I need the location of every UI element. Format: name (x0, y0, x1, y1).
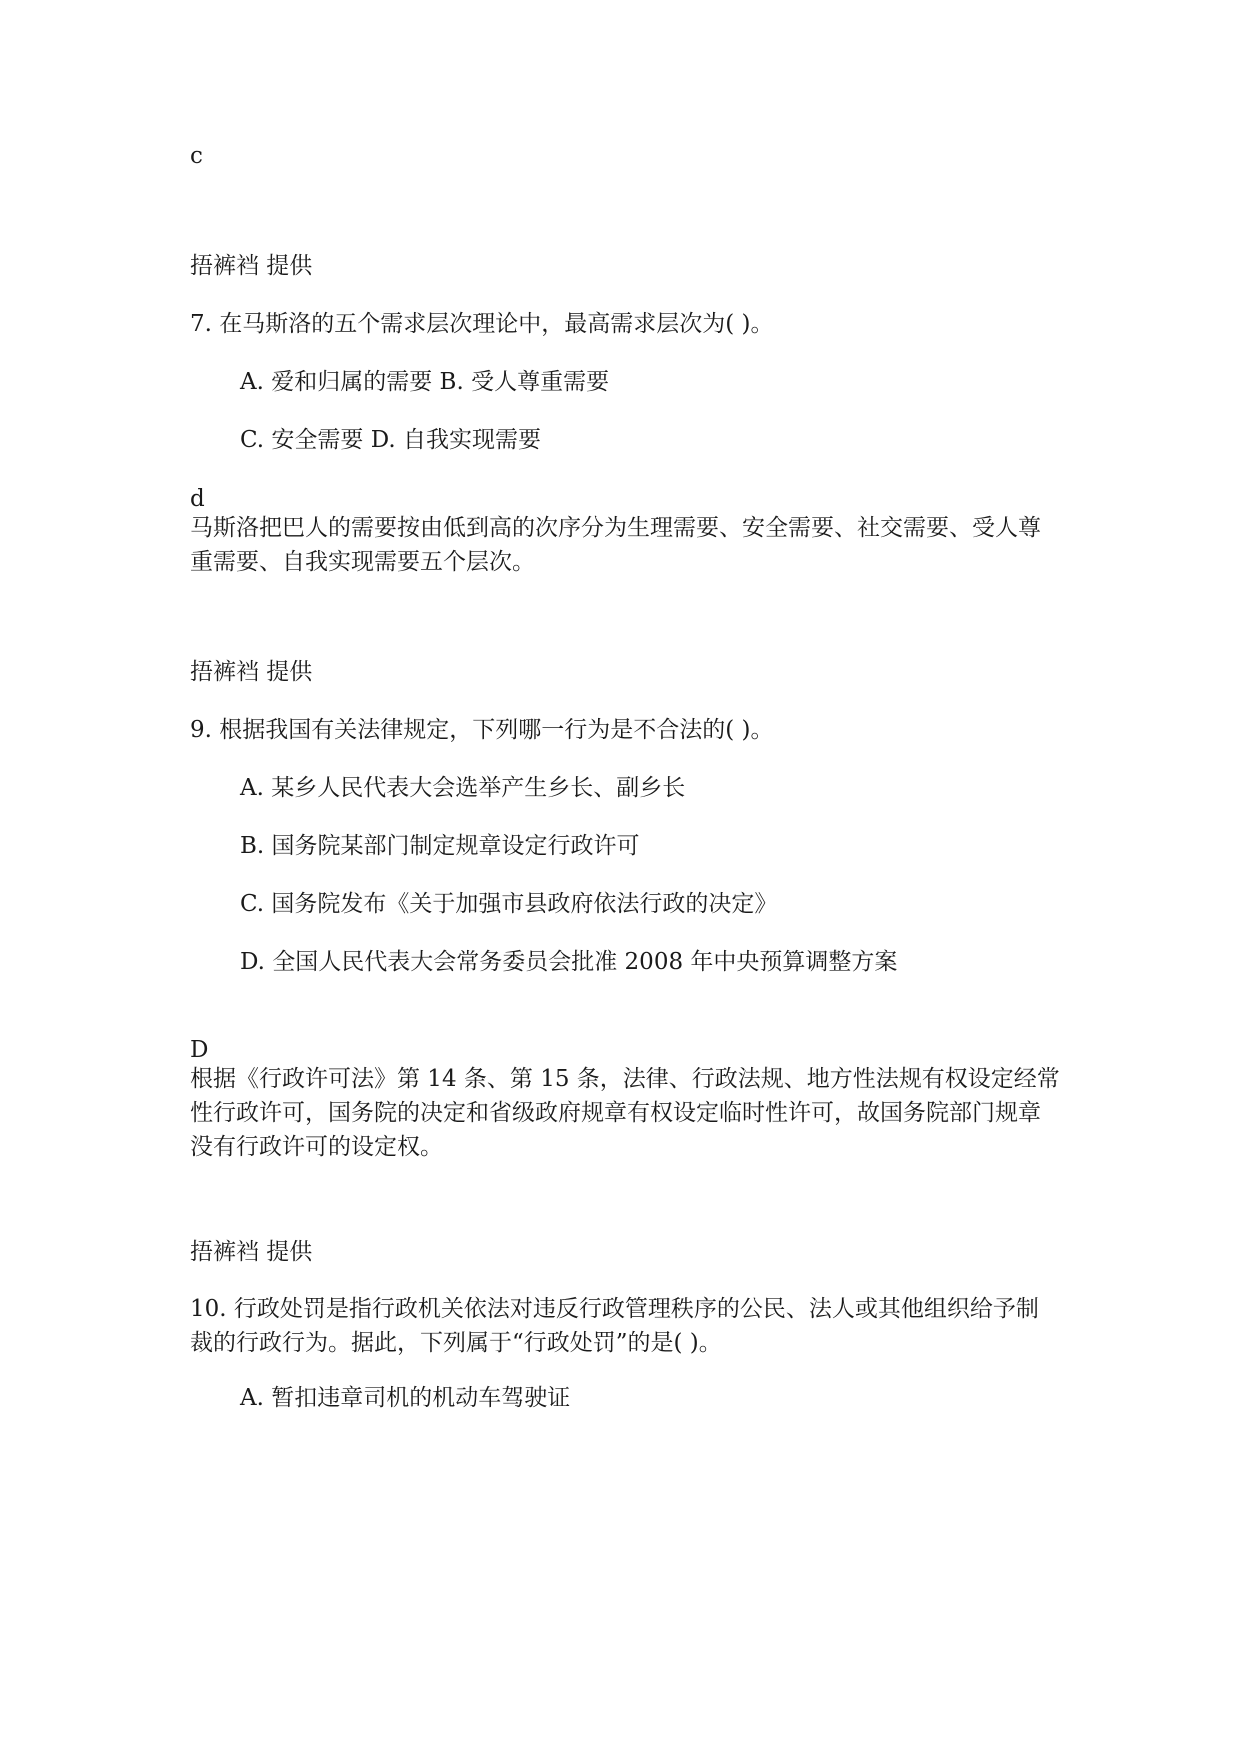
question-10: 10. 行政处罚是指行政机关依法对违反行政管理秩序的公民、法人或其他组织给予制裁的行政行为。据此，下列属于“行政处罚”的是( )。 (190, 1296, 1039, 1356)
provider-line: 捂裤裆 提供 (190, 1239, 313, 1265)
option-line: A. 爱和归属的需要 B. 受人尊重需要 (240, 369, 610, 395)
option-line: C. 安全需要 D. 自我实现需要 (240, 427, 541, 453)
provider-line: 捂裤裆 提供 (190, 659, 313, 685)
question-9: 9. 根据我国有关法律规定，下列哪一行为是不合法的( )。 (190, 717, 774, 743)
provider-line: 捂裤裆 提供 (190, 253, 313, 279)
answer-line: D (190, 1037, 209, 1063)
option-line: A. 暂扣违章司机的机动车驾驶证 (240, 1385, 571, 1411)
option-line: D. 全国人民代表大会常务委员会批准 2008 年中央预算调整方案 (240, 949, 898, 975)
answer-line: c (190, 143, 203, 169)
explanation-paragraph: 马斯洛把巴人的需要按由低到高的次序分为生理需要、安全需要、社交需要、受人尊重需要、自我实现需要五个层次。 (190, 515, 1041, 575)
option-line: A. 某乡人民代表大会选举产生乡长、副乡长 (240, 775, 686, 801)
answer-line: d (190, 486, 205, 512)
option-line: B. 国务院某部门制定规章设定行政许可 (240, 833, 640, 859)
question-7: 7. 在马斯洛的五个需求层次理论中，最高需求层次为( )。 (190, 311, 774, 337)
option-line: C. 国务院发布《关于加强市县政府依法行政的决定》 (240, 891, 778, 917)
explanation-paragraph: 根据《行政许可法》第 14 条、第 15 条，法律、行政法规、地方性法规有权设定经常性行政许可，国务院的决定和省级政府规章有权设定临时性许可，故国务院部门规章没有行政许可的设定权。 (190, 1066, 1060, 1160)
